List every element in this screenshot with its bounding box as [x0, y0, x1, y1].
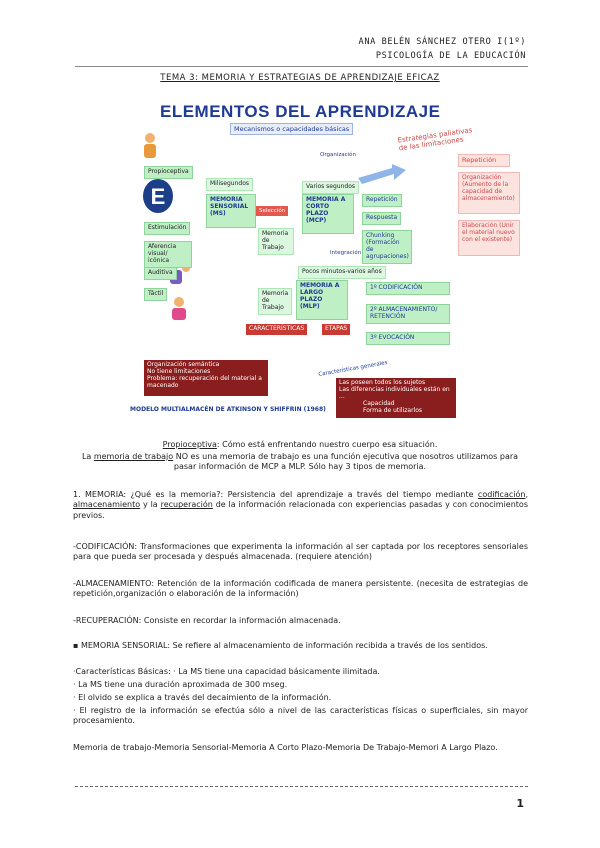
- course-name: PSICOLOGÍA DE LA EDUCACIÓN: [375, 51, 526, 61]
- right-elaboracion: Elaboración (Unir el material nuevo con el existente): [458, 220, 520, 256]
- repeticion-box: Repetición: [362, 194, 402, 207]
- mcp-box: MEMORIA A CORTO PLAZO (MCP): [302, 194, 354, 234]
- diagram-subtitle: Mecanismos o capacidades básicas: [230, 123, 353, 135]
- para-resumen: Memoria de trabajo-Memoria Sensorial-Memoria A Corto Plazo-Memoria De Trabajo-Memori A Largo Plazo.: [73, 743, 498, 752]
- para-propioceptiva: Propioceptiva: Cómo está enfrentando nuestro cuerpo esa situación.: [162, 440, 438, 449]
- organizacion-small: Organización: [320, 152, 357, 158]
- estrategias-label: Estrategias paliativas de las limitaciones: [397, 126, 473, 153]
- ms-box: MEMORIA SENSORIAL (MS): [206, 194, 256, 228]
- label-auditiva: Auditiva: [144, 267, 177, 280]
- label-estimulacion: Estimulación: [144, 222, 190, 235]
- para-caracteristicas: ·Características Básicas: · La MS tiene una capacidad básicamente ilimitada.: [73, 667, 380, 676]
- para-duracion: · La MS tiene una duración aproximada de 300 mseg.: [73, 680, 288, 689]
- caracteristicas-tag: CARACTERÍSTICAS: [246, 324, 307, 335]
- big-arrow: [358, 164, 406, 184]
- respuesta-box: Respuesta: [362, 212, 401, 225]
- pocos-minutos-label: Pocos minutos-varios años: [298, 266, 386, 279]
- label-tactil: Táctil: [144, 288, 167, 301]
- para-registro: · El registro de la información se efectúa sólo a nivel de las características físicas o superficiales, sin mayor procesamiento.: [73, 706, 528, 726]
- label-aferencia: Aferencia visual/ icónica: [144, 241, 192, 268]
- child-icon: [168, 296, 190, 322]
- caracteristicas-list: Organización semántica No tiene limitaciones Problema: recuperación del material a macenado: [144, 360, 268, 396]
- memoria-trabajo-label: Memoria de Trabajo: [258, 228, 294, 255]
- header-rule: [75, 66, 528, 67]
- para-almacenamiento: -ALMACENAMIENTO: Retención de la información codificada de manera persistente. (necesita de estrategias de repetición,organización o elaboración de la información): [73, 579, 528, 599]
- para-memoria: 1. MEMORIA: ¿Qué es la memoria?: Persistencia del aprendizaje a través del tiempo mediante codificación, almacenamiento y la recuperación de la información relacionada con experiencias pasadas y con conocimientos previos.: [73, 490, 528, 520]
- footer-rule: [75, 786, 528, 787]
- para-codificacion: -CODIFICACIÓN: Transformaciones que experimenta la información al ser captada por los receptores sensoriales para que pueda ser procesada y después almacenada. (requiere atención): [73, 542, 528, 562]
- milisegundos-label: Milisegundos: [206, 178, 253, 191]
- integracion-label: Integración: [330, 250, 362, 256]
- generales-list: Las poseen todos los sujetos Las diferencias individuales están en ... Capacidad Forma de utilizarlos: [336, 378, 456, 418]
- mlp-box: MEMORIA A LARGO PLAZO (MLP): [296, 280, 348, 320]
- codificacion-box: 1º CODIFICACIÓN: [366, 282, 450, 295]
- evocacion-box: 3º EVOCACIÓN: [366, 332, 450, 345]
- page-number: 1: [516, 797, 524, 810]
- diagram-title: ELEMENTOS DEL APRENDIZAJE: [160, 102, 441, 121]
- para-memoria-trabajo: La memoria de trabajo NO es una memoria de trabajo es una función ejecutiva que nosotros utilizamos para pasar información de MCP a MLP. Sólo hay 3 tipos de memoria.: [81, 452, 519, 472]
- topic-title: TEMA 3: MEMORIA Y ESTRATEGIAS DE APRENDIZAJE EFICAZ: [160, 73, 440, 83]
- para-olvido: · El olvido se explica a través del decaimiento de la información.: [73, 693, 332, 702]
- chunking-box: Chunking (Formación de agrupaciones): [362, 230, 412, 264]
- person-icon: [140, 132, 160, 160]
- mlp-trabajo-label: Memoria de Trabajo: [258, 288, 292, 315]
- almacenamiento-box: 2º ALMACENAMIENTO/ RETENCIÓN: [366, 304, 450, 324]
- etapas-tag: ETAPAS: [322, 324, 350, 335]
- label-propioceptiva: Propioceptiva: [144, 166, 193, 179]
- svg-text:E: E: [150, 184, 166, 209]
- learning-elements-diagram: [130, 90, 515, 420]
- right-repeticion: Repetición: [458, 154, 510, 167]
- seleccion-arrow: Selección: [256, 206, 288, 216]
- modelo-caption: MODELO MULTIALMACÉN DE ATKINSON Y SHIFFRIN (1968): [130, 406, 326, 413]
- varios-segundos-label: Varios segundos: [302, 181, 359, 194]
- right-organizacion: Organización (Aumento de la capacidad de almacenamiento): [458, 172, 520, 214]
- author-name: ANA BELÉN SÁNCHEZ OTERO I(1º): [358, 37, 526, 47]
- caract-generales-label: Características generales: [318, 359, 388, 379]
- para-memoria-sensorial: ▪ MEMORIA SENSORIAL: Se refiere al almacenamiento de información recibida a través de los sentidos.: [73, 641, 488, 650]
- para-recuperacion: -RECUPERACIÓN: Consiste en recordar la información almacenada.: [73, 616, 341, 625]
- letter-e-icon: [142, 178, 174, 214]
